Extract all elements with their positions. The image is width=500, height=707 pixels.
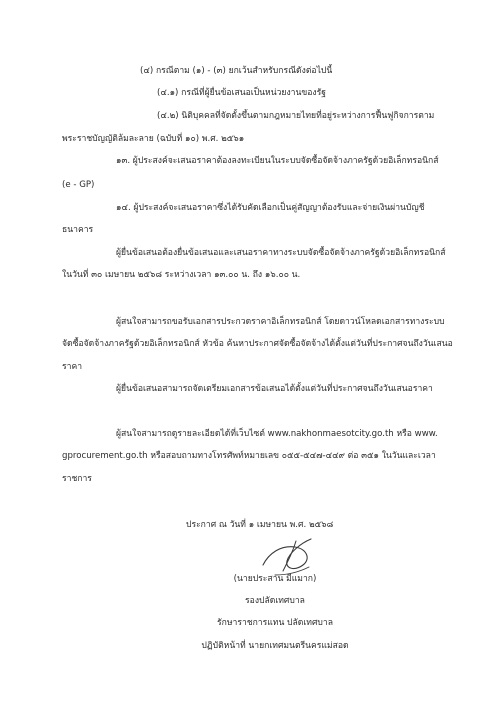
submission-text-cont: ในวันที่ ๓๐ เมษายน ๒๕๖๘ ระหว่างเวลา ๑๓.๐๐ น. ถึง ๑๖.๐๐ น. (62, 270, 301, 280)
item-13-cont: (e - GP) (62, 180, 95, 190)
condition-4-1: (๔.๑) กรณีที่ผู้ยื่นข้อเสนอเป็นหน่วยงานของรัฐ (157, 88, 326, 98)
signer-title-2: รักษาราชการแทน ปลัดเทศบาล (217, 618, 333, 628)
item-14: ๑๔. ผู้ประสงค์จะเสนอราคาซึ่งได้รับคัดเลือกเป็นคู่สัญญาต้องรับและจ่ายเงินผ่านบัญชี (116, 203, 425, 213)
signer-title-1: รองปลัดเทศบาล (245, 596, 305, 606)
contact-text-2: gprocurement.go.th หรือสอบถามทางโทรศัพท์หมายเลข ๐๕๕-๕๔๗-๔๔๙ ต่อ ๓๕๑ ในวันและเวลา (62, 451, 436, 461)
preparation-text: ผู้ยื่นข้อเสนอสามารถจัดเตรียมเอกสารข้อเสนอได้ตั้งแต่วันที่ประกาศจนถึงวันเสนอราคา (116, 384, 433, 394)
condition-4-2: (๔.๒) นิติบุคคลที่จัดตั้งขึ้นตามกฎหมายไทยที่อยู่ระหว่างการฟื้นฟูกิจการตาม (157, 111, 435, 121)
signer-name: (นายประสาน มีแมาก) (233, 574, 317, 584)
signer-title-3: ปฏิบัติหน้าที่ นายกเทศมนตรีนครแม่สอด (201, 641, 349, 651)
item-13: ๑๓. ผู้ประสงค์จะเสนอราคาต้องลงทะเบียนในระบบจัดซื้อจัดจ้างภาครัฐด้วยอิเล็กทรอนิกส์ (116, 156, 439, 166)
submission-text: ผู้ยื่นข้อเสนอต้องยื่นข้อเสนอและเสนอราคาทางระบบจัดซื้อจัดจ้างภาครัฐด้วยอิเล็กทรอนิกส์ (116, 248, 446, 258)
contact-text: ผู้สนใจสามารถดูรายละเอียดได้ที่เว็บไซต์ www.nakhonmaesotcity.go.th หรือ www. (116, 429, 438, 439)
condition-4-2-cont: พระราชบัญญัติล้มละลาย (ฉบับที่ ๑๐) พ.ศ. ๒๕๖๑ (62, 134, 245, 144)
download-text: ผู้สนใจสามารถขอรับเอกสารประกวดราคาอิเล็กทรอนิกส์ โดยดาวน์โหลดเอกสารทางระบบ (116, 317, 445, 327)
download-text-2: จัดซื้อจัดจ้างภาครัฐด้วยอิเล็กทรอนิกส์ หัวข้อ ค้นหาประกาศจัดซื้อจัดจ้างได้ตั้งแต่วันที่ประกาศจนถึงวันเสนอ (62, 339, 453, 349)
condition-4: (๔) กรณีตาม (๑) - (๓) ยกเว้นสำหรับกรณีดังต่อไปนี้ (140, 66, 333, 76)
download-text-3: ราคา (62, 362, 83, 372)
item-14-cont: ธนาคาร (62, 225, 94, 235)
contact-text-3: ราชการ (62, 474, 92, 484)
announce-date: ประกาศ ณ วันที่ ๑ เมษายน พ.ศ. ๒๕๖๘ (186, 520, 334, 530)
